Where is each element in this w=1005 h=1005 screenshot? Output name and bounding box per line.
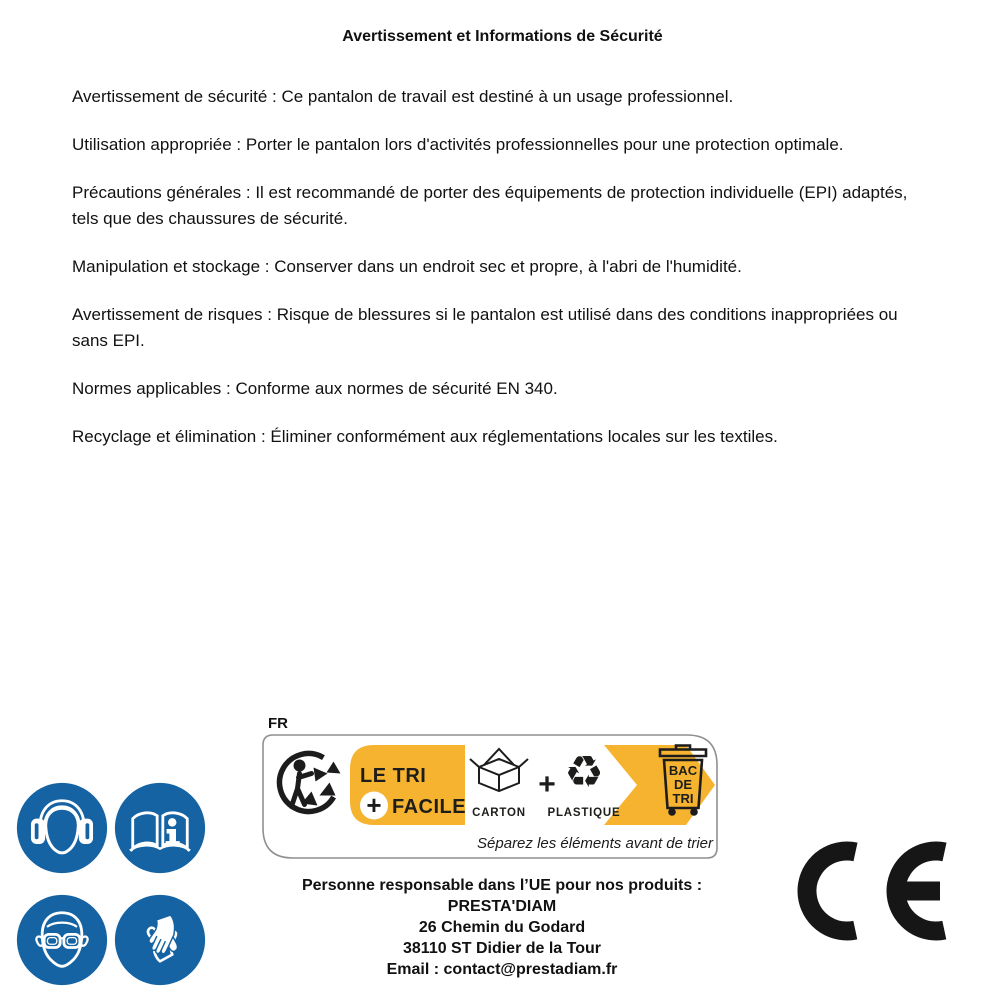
safety-paragraph: Précautions générales : Il est recommandé de porter des équipements de protection individuelle (EPI) adaptés, tels que des chaussures de sécurité. (72, 183, 908, 228)
safety-paragraph: Manipulation et stockage : Conserver dans un endroit sec et propre, à l'abri de l'humidité. (72, 257, 742, 276)
pictogram-disc (17, 895, 107, 985)
safety-text-block (72, 84, 922, 472)
safety-paragraph: Utilisation appropriée : Porter le pantalon lors d'activités professionnelles pour une protection optimale. (72, 135, 844, 154)
responsible-intro: Personne responsable dans l’UE pour nos produits : (301, 877, 703, 894)
safety-paragraph: Avertissement de risques : Risque de blessures si le pantalon est utilisé dans des conditions inappropriées ou sans EPI. (72, 305, 898, 350)
safety-paragraph: Normes applicables : Conforme aux normes de sécurité EN 340. (72, 379, 558, 398)
plastique-label: PLASTIQUE (547, 807, 621, 819)
recycling-triangle-icon: ♻ (564, 748, 604, 797)
country-code-label: FR (268, 715, 288, 732)
wear-eye-protection-icon (15, 893, 109, 987)
headline-facile: FACILE (392, 796, 467, 818)
read-instruction-manual-icon (113, 781, 207, 875)
address-street: 26 Chemin du Godard (418, 919, 586, 936)
bin-text-tri: TRI (672, 791, 694, 806)
bin-text-bac: BAC (668, 763, 698, 778)
page-title: Avertissement et Informations de Sécurité (342, 28, 663, 45)
bin-text-de: DE (673, 777, 693, 792)
carton-label: CARTON (472, 807, 526, 819)
ce-letter-c (800, 844, 895, 939)
ce-marking-icon (790, 841, 990, 941)
pictogram-disc (17, 783, 107, 873)
ce-letter-e-bar (897, 882, 940, 901)
sorting-instruction: Séparez les éléments avant de trier (477, 835, 713, 852)
headline-le-tri: LE TRI (360, 765, 427, 787)
materials-separator-plus: + (538, 768, 556, 801)
wear-ear-protection-icon (15, 781, 109, 875)
info-dot (168, 818, 176, 826)
plus-sign: + (366, 790, 382, 820)
company-name: PRESTA'DIAM (447, 898, 557, 915)
safety-paragraph: Avertissement de sécurité : Ce pantalon de travail est destiné à un usage professionnel. (72, 87, 734, 106)
address-city: 38110 ST Didier de la Tour (403, 940, 601, 957)
info-tri-recycling-label (262, 712, 718, 860)
pictogram-disc (115, 783, 205, 873)
safety-paragraph: Recyclage et élimination : Éliminer conformément aux réglementations locales sur les textiles. (72, 427, 778, 446)
responsible-person-block (152, 875, 852, 980)
contact-email: Email : contact@prestadiam.fr (386, 961, 618, 978)
